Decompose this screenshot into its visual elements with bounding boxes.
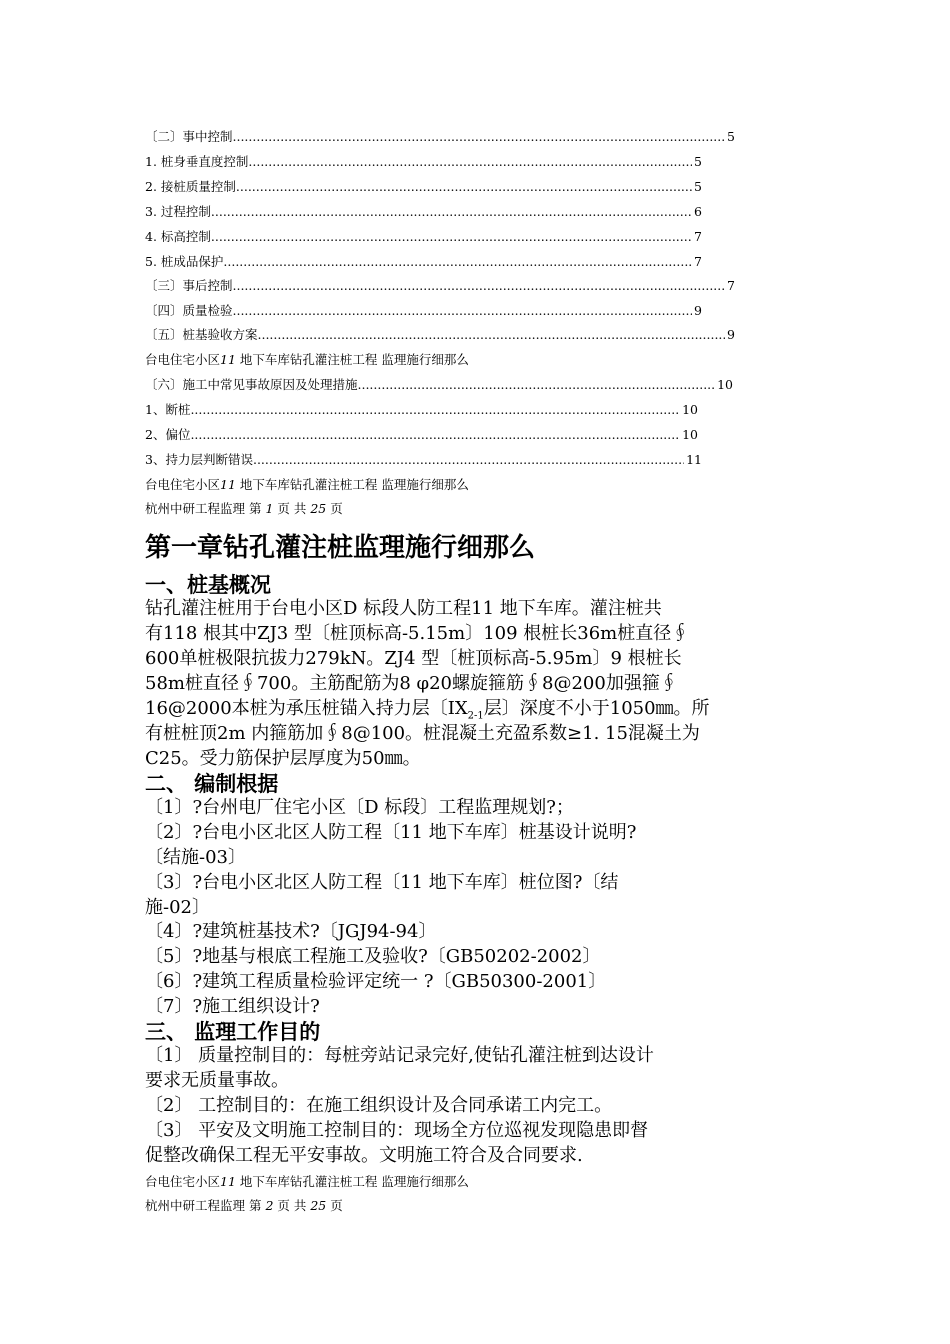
toc-entry[interactable] bbox=[145, 301, 702, 321]
toc-leader bbox=[233, 276, 726, 296]
chapter-title: 第一章钻孔灌注桩监理施行细那么 bbox=[145, 533, 536, 563]
footer-mid: 页 共 bbox=[273, 1198, 311, 1213]
toc-entry[interactable] bbox=[145, 177, 702, 197]
toc-entry-label: 1. 桩身垂直度控制 bbox=[145, 154, 249, 169]
toc-entry-page: 5 bbox=[694, 154, 702, 169]
toc-entry-label: 4. 标高控制 bbox=[145, 229, 211, 244]
toc-entry[interactable] bbox=[145, 252, 702, 272]
overview-line: C25。受力筋保护层厚度为50㎜。 bbox=[145, 748, 421, 769]
toc-leader bbox=[253, 450, 684, 470]
toc-leader bbox=[211, 227, 692, 247]
toc-leader bbox=[236, 177, 692, 197]
toc-entry-page: 10 bbox=[717, 377, 733, 392]
toc-entry-label: 〔三〕事后控制 bbox=[145, 278, 233, 293]
toc-entry-label: 2、偏位 bbox=[145, 427, 191, 442]
basis-item: 施-02〕 bbox=[145, 897, 210, 918]
header-pre: 台电住宅小区 bbox=[145, 352, 221, 367]
toc-entry-label: 1、断桩 bbox=[145, 402, 191, 417]
footer-total-pages: 25 bbox=[310, 1198, 327, 1213]
basis-item: 〔2〕?台电小区北区人防工程〔11 地下车库〕桩基设计说明? bbox=[145, 822, 637, 843]
header-post: 地下车库钻孔灌注桩工程 监理施行细那么 bbox=[235, 1174, 469, 1189]
toc-entry[interactable] bbox=[145, 152, 702, 172]
footer-company: 杭州中研工程监理 第 bbox=[145, 501, 266, 516]
footer-end: 页 bbox=[326, 1198, 343, 1213]
toc-entry-page: 5 bbox=[727, 129, 735, 144]
toc-entry-label: 〔五〕桩基验收方案 bbox=[145, 327, 258, 342]
goal-line: 〔2〕 工控制目的：在施工组织设计及合同承诺工内完工。 bbox=[145, 1095, 613, 1116]
toc-entry[interactable] bbox=[145, 375, 733, 395]
basis-item: 〔6〕?建筑工程质量检验评定统一 ?〔GB50300-2001〕 bbox=[145, 971, 607, 992]
basis-item: 〔1〕?台州电厂住宅小区〔D 标段〕工程监理规划?； bbox=[145, 797, 574, 818]
toc-leader bbox=[258, 325, 726, 345]
footer-total-pages: 25 bbox=[310, 501, 327, 516]
toc-entry-label: 〔六〕施工中常见事故原因及处理措施 bbox=[145, 377, 358, 392]
basis-item: 〔5〕?地基与根底工程施工及验收?〔GB50202-2002〕 bbox=[145, 946, 601, 967]
header-pre: 台电住宅小区 bbox=[145, 1174, 221, 1189]
running-header bbox=[145, 1172, 469, 1192]
toc-entry[interactable] bbox=[145, 227, 702, 247]
overview-line: 58m桩直径∮700。主筋配筋为8 φ20螺旋箍筋∮8@200加强箍∮ bbox=[145, 673, 678, 694]
header-num: 11 bbox=[220, 477, 236, 492]
toc-entry-page: 7 bbox=[694, 254, 702, 269]
footer-page-number: 1 bbox=[265, 501, 274, 516]
toc-entry-page: 5 bbox=[694, 179, 702, 194]
overview-subscript: 2-1 bbox=[467, 710, 484, 722]
toc-entry-page: 7 bbox=[727, 278, 735, 293]
running-header bbox=[145, 475, 469, 495]
basis-item: 〔7〕?施工组织设计? bbox=[145, 996, 320, 1017]
toc-leader bbox=[358, 375, 716, 395]
toc-leader bbox=[190, 425, 680, 445]
overview-line: 600单桩极限抗拔力279kN。ZJ4 型〔桩顶标高-5.95m〕9 根桩长 bbox=[145, 648, 682, 669]
footer-page-number: 2 bbox=[265, 1198, 274, 1213]
overview-line-rest: 层〕深度不小于1050㎜。所 bbox=[483, 698, 710, 719]
toc-entry[interactable] bbox=[145, 400, 698, 420]
toc-entry-page: 7 bbox=[694, 229, 702, 244]
toc-leader bbox=[223, 252, 692, 272]
header-pre: 台电住宅小区 bbox=[145, 477, 221, 492]
toc-entry-page: 9 bbox=[727, 327, 735, 342]
overview-line: 有桩桩顶2m 内箍筋加∮8@100。桩混凝土充盈系数≥1. 15混凝土为 bbox=[145, 723, 700, 744]
toc-entry[interactable] bbox=[145, 425, 698, 445]
toc-entry[interactable] bbox=[145, 325, 735, 345]
overview-line: 有118 根其中ZJ3 型〔桩顶标高-5.15m〕109 根桩长36m桩直径∮ bbox=[145, 623, 690, 644]
toc-entry-page: 9 bbox=[694, 303, 702, 318]
toc-entry-page: 10 bbox=[682, 427, 698, 442]
header-num: 11 bbox=[220, 352, 236, 367]
toc-leader bbox=[233, 301, 693, 321]
basis-item: 〔4〕?建筑桩基技术?〔JGJ94-94〕 bbox=[145, 921, 437, 942]
basis-item: 〔结施-03〕 bbox=[145, 847, 246, 868]
toc-entry[interactable] bbox=[145, 450, 702, 470]
goal-line: 促整改确保工程无平安事故。文明施工符合及合同要求. bbox=[145, 1145, 583, 1166]
toc-entry-label: 3、持力层判断错误 bbox=[145, 452, 253, 467]
footer-end: 页 bbox=[326, 501, 343, 516]
footer-company: 杭州中研工程监理 第 bbox=[145, 1198, 266, 1213]
goal-line: 要求无质量事故。 bbox=[145, 1070, 289, 1091]
section-heading-goals: 三、 监理工作目的 bbox=[145, 1020, 321, 1044]
toc-entry-page: 6 bbox=[694, 204, 702, 219]
toc-leader bbox=[211, 202, 692, 222]
running-header bbox=[145, 350, 469, 370]
toc-entry-label: 5. 桩成品保护 bbox=[145, 254, 224, 269]
header-num: 11 bbox=[220, 1174, 236, 1189]
section-heading-overview: 一、桩基概况 bbox=[145, 573, 271, 597]
page-footer bbox=[145, 499, 343, 519]
toc-leader bbox=[190, 400, 680, 420]
overview-line-text: 16@2000本桩为承压桩锚入持力层〔IX bbox=[145, 698, 468, 719]
toc-entry[interactable] bbox=[145, 202, 702, 222]
toc-entry-label: 2. 接桩质量控制 bbox=[145, 179, 236, 194]
basis-item: 〔3〕?台电小区北区人防工程〔11 地下车库〕桩位图?〔结 bbox=[145, 872, 619, 893]
overview-line: 钻孔灌注桩用于台电小区D 标段人防工程11 地下车库。灌注桩共 bbox=[145, 598, 662, 619]
toc-entry[interactable] bbox=[145, 127, 735, 147]
goal-line: 〔1〕 质量控制目的：每桩旁站记录完好,使钻孔灌注桩到达设计 bbox=[145, 1045, 654, 1066]
toc-entry-page: 11 bbox=[686, 452, 702, 467]
goal-line: 〔3〕 平安及文明施工控制目的：现场全方位巡视发现隐患即督 bbox=[145, 1120, 649, 1141]
header-post: 地下车库钻孔灌注桩工程 监理施行细那么 bbox=[235, 352, 469, 367]
toc-leader bbox=[248, 152, 692, 172]
footer-mid: 页 共 bbox=[273, 501, 311, 516]
section-heading-basis: 二、 编制根据 bbox=[145, 772, 279, 796]
page-footer bbox=[145, 1196, 343, 1216]
header-post: 地下车库钻孔灌注桩工程 监理施行细那么 bbox=[235, 477, 469, 492]
toc-entry-label: 3. 过程控制 bbox=[145, 204, 211, 219]
toc-entry-label: 〔二〕事中控制 bbox=[145, 129, 233, 144]
toc-entry[interactable] bbox=[145, 276, 735, 296]
toc-entry-page: 10 bbox=[682, 402, 698, 417]
toc-entry-label: 〔四〕质量检验 bbox=[145, 303, 233, 318]
toc-leader bbox=[233, 127, 726, 147]
